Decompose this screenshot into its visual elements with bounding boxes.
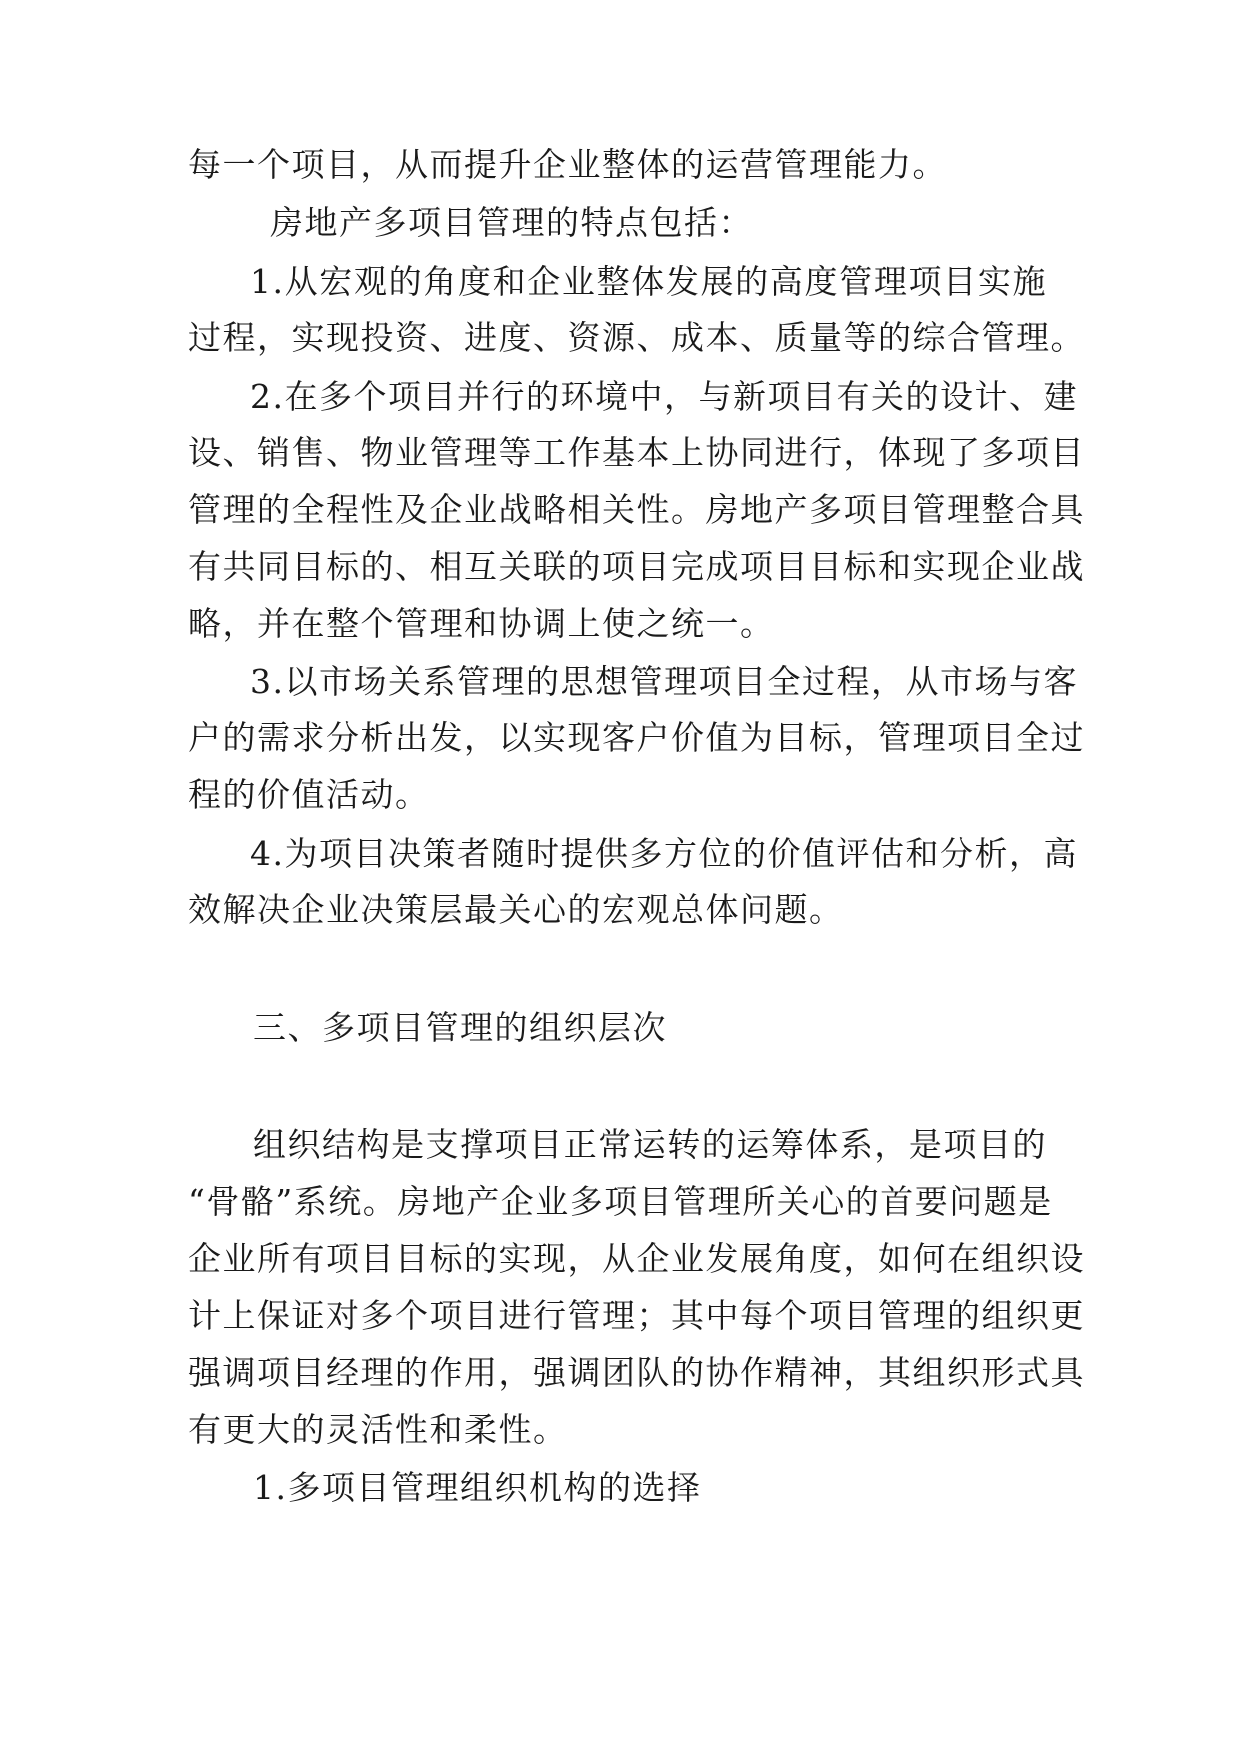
subsection-heading: 1.多项目管理组织机构的选择	[253, 1468, 702, 1507]
body-text-line: 每一个项目，从而提升企业整体的运营管理能力。	[188, 145, 947, 184]
paragraph-line: “骨骼”系统。房地产企业多项目管理所关心的首要问题是	[188, 1182, 1053, 1221]
list-item-2-line: 有共同目标的、相互关联的项目完成项目目标和实现企业战	[188, 547, 1085, 586]
list-item-1-line: 过程，实现投资、进度、资源、成本、质量等的综合管理。	[188, 318, 1085, 357]
section-heading: 三、多项目管理的组织层次	[253, 1008, 667, 1047]
paragraph-line: 有更大的灵活性和柔性。	[188, 1410, 568, 1449]
list-item-2-line: 2.在多个项目并行的环境中，与新项目有关的设计、建	[250, 377, 1078, 416]
paragraph-line: 组织结构是支撑项目正常运转的运筹体系，是项目的	[253, 1125, 1047, 1164]
list-item-3-line: 户的需求分析出发，以实现客户价值为目标，管理项目全过	[188, 718, 1085, 757]
list-item-4-line: 4.为项目决策者随时提供多方位的价值评估和分析，高	[250, 834, 1078, 873]
list-item-1-line: 1.从宏观的角度和企业整体发展的高度管理项目实施	[250, 262, 1047, 301]
body-text-line: 房地产多项目管理的特点包括：	[270, 203, 753, 242]
list-item-3-line: 3.以市场关系管理的思想管理项目全过程，从市场与客	[250, 662, 1078, 701]
paragraph-line: 强调项目经理的作用，强调团队的协作精神，其组织形式具	[188, 1353, 1085, 1392]
list-item-2-line: 设、销售、物业管理等工作基本上协同进行，体现了多项目	[188, 433, 1085, 472]
list-item-2-line: 管理的全程性及企业战略相关性。房地产多项目管理整合具	[188, 490, 1085, 529]
paragraph-line: 企业所有项目目标的实现，从企业发展角度，如何在组织设	[188, 1239, 1085, 1278]
list-item-3-line: 程的价值活动。	[188, 775, 430, 814]
list-item-4-line: 效解决企业决策层最关心的宏观总体问题。	[188, 890, 844, 929]
paragraph-line: 计上保证对多个项目进行管理；其中每个项目管理的组织更	[188, 1296, 1085, 1335]
list-item-2-line: 略，并在整个管理和协调上使之统一。	[188, 604, 775, 643]
